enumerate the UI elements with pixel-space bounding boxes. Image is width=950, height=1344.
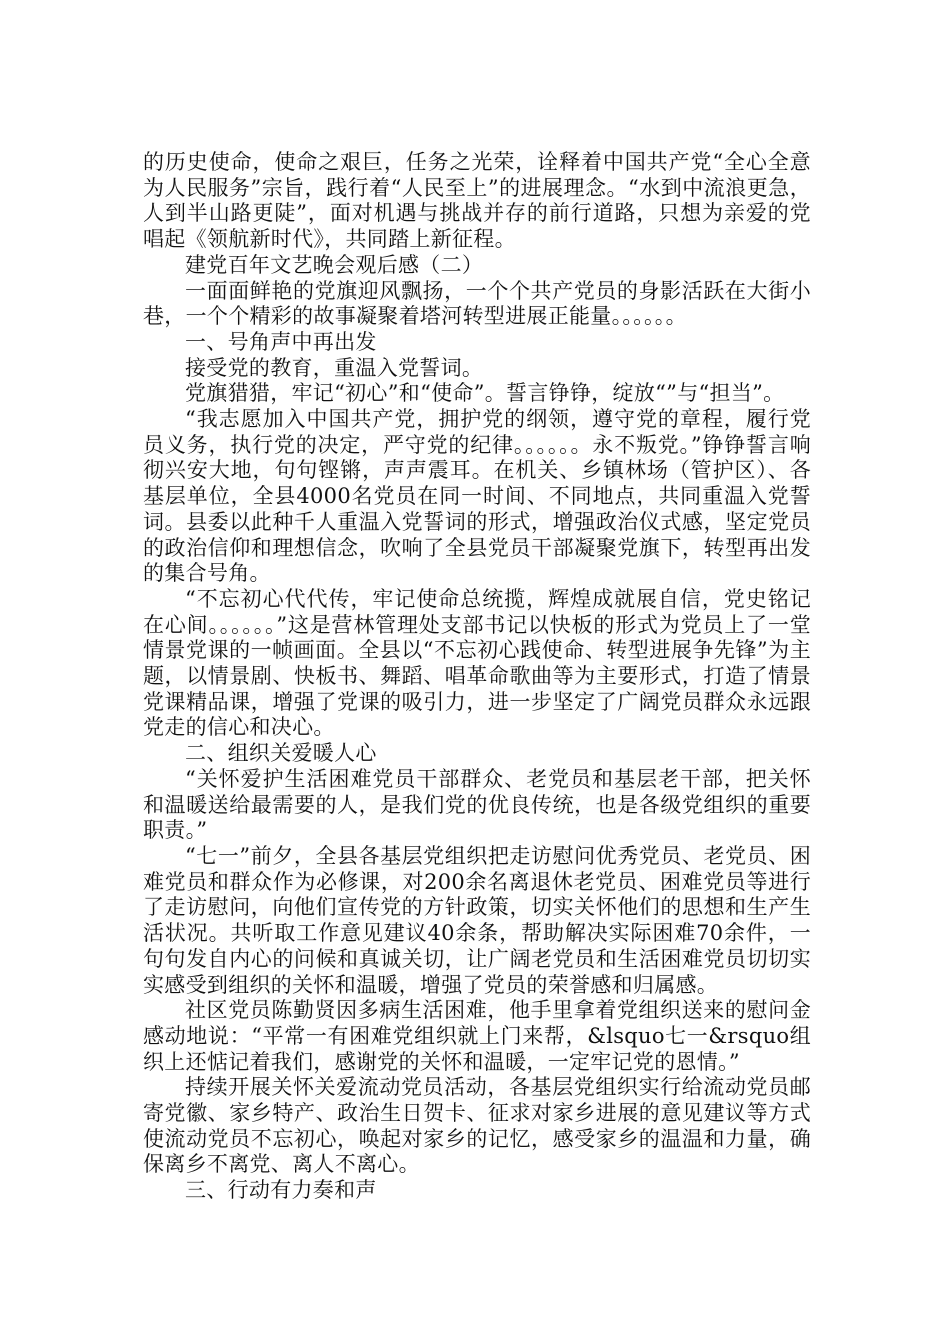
section-heading-3: 三、行动有力奏和声 xyxy=(185,1178,377,1203)
paragraph: “不忘初心代代传，牢记使命总统揽，辉煌成就展自信，党史铭记在心间。。。。。。”这是营林管理处支部书记以快板的形式为党员上了一堂情景党课的一帧画面。全县以“不忘初心践使命、转型进展争先锋”为主题，以情景剧、快板书、舞蹈、唱革命歌曲等为主要形式，打造了情景党课精品课，增强了党课的吸引力，进一步坚定了广阔党员群众永远跟党走的信心和决心。 xyxy=(143,586,811,740)
document-page xyxy=(143,150,811,1204)
document-subtitle: 建党百年文艺晚会观后感（二） xyxy=(185,252,484,277)
paragraph: 一面面鲜艳的党旗迎风飘扬，一个个共产党员的身影活跃在大街小巷，一个个精彩的故事凝聚着塔河转型进展正能量。。。。。。 xyxy=(143,278,811,329)
paragraph: 接受党的教育，重温入党誓词。 xyxy=(185,355,484,380)
section-heading-2: 二、组织关爱暖人心 xyxy=(185,741,377,766)
section-heading-1: 一、号角声中再出发 xyxy=(185,329,377,354)
paragraph: 党旗猎猎，牢记“初心”和“使命”。誓言铮铮，绽放“”与“担当”。 xyxy=(185,381,785,406)
paragraph: “关怀爱护生活困难党员干部群众、老党员和基层老干部，把关怀和温暖送给最需要的人，是我们党的优良传统，也是各级党组织的重要职责。” xyxy=(143,766,811,843)
paragraph: 社区党员陈勤贤因多病生活困难，他手里拿着党组织送来的慰问金感动地说：“平常一有困难党组织就上门来帮，&lsquo七一&rsquo组织上还惦记着我们，感谢党的关怀和温暖，一定牢记党的恩情。” xyxy=(143,998,811,1074)
paragraph: “我志愿加入中国共产党，拥护党的纲领，遵守党的章程，履行党员义务，执行党的决定，严守党的纪律。。。。。。永不叛党。”铮铮誓言响彻兴安大地，句句铿锵，声声震耳。在机关、乡镇林场（管护区）、各基层单位，全县4000名党员在同一时间、不同地点，共同重温入党誓词。县委以此种千人重温入党誓词的形式，增强政治仪式感，坚定党员的政治信仰和理想信念，吹响了全县党员干部凝聚党旗下，转型再出发的集合号角。 xyxy=(143,407,811,586)
paragraph: “七一”前夕，全县各基层党组织把走访慰问优秀党员、老党员、困难党员和群众作为必修课，对200余名离退休老党员、困难党员等进行了走访慰问，向他们宣传党的方针政策，切实关怀他们的思想和生产生活状况。共听取工作意见建议40余条，帮助解决实际困难70余件，一句句发自内心的问候和真诚关切，让广阔老党员和生活困难党员切切实实感受到组织的关怀和温暖，增强了党员的荣誉感和归属感。 xyxy=(143,843,811,997)
paragraph: 持续开展关怀关爱流动党员活动，各基层党组织实行给流动党员邮寄党徽、家乡特产、政治生日贺卡、征求对家乡进展的意见建议等方式使流动党员不忘初心，唤起对家乡的记忆，感受家乡的温温和力量，确保离乡不离党、离人不离心。 xyxy=(143,1075,811,1177)
paragraph-intro-continuation: 的历史使命，使命之艰巨，任务之光荣，诠释着中国共产党“全心全意为人民服务”宗旨，践行着“人民至上”的进展理念。“水到中流浪更急，人到半山路更陡”，面对机遇与挑战并存的前行道路，只想为亲爱的党唱起《领航新时代》，共同踏上新征程。 xyxy=(143,150,811,252)
